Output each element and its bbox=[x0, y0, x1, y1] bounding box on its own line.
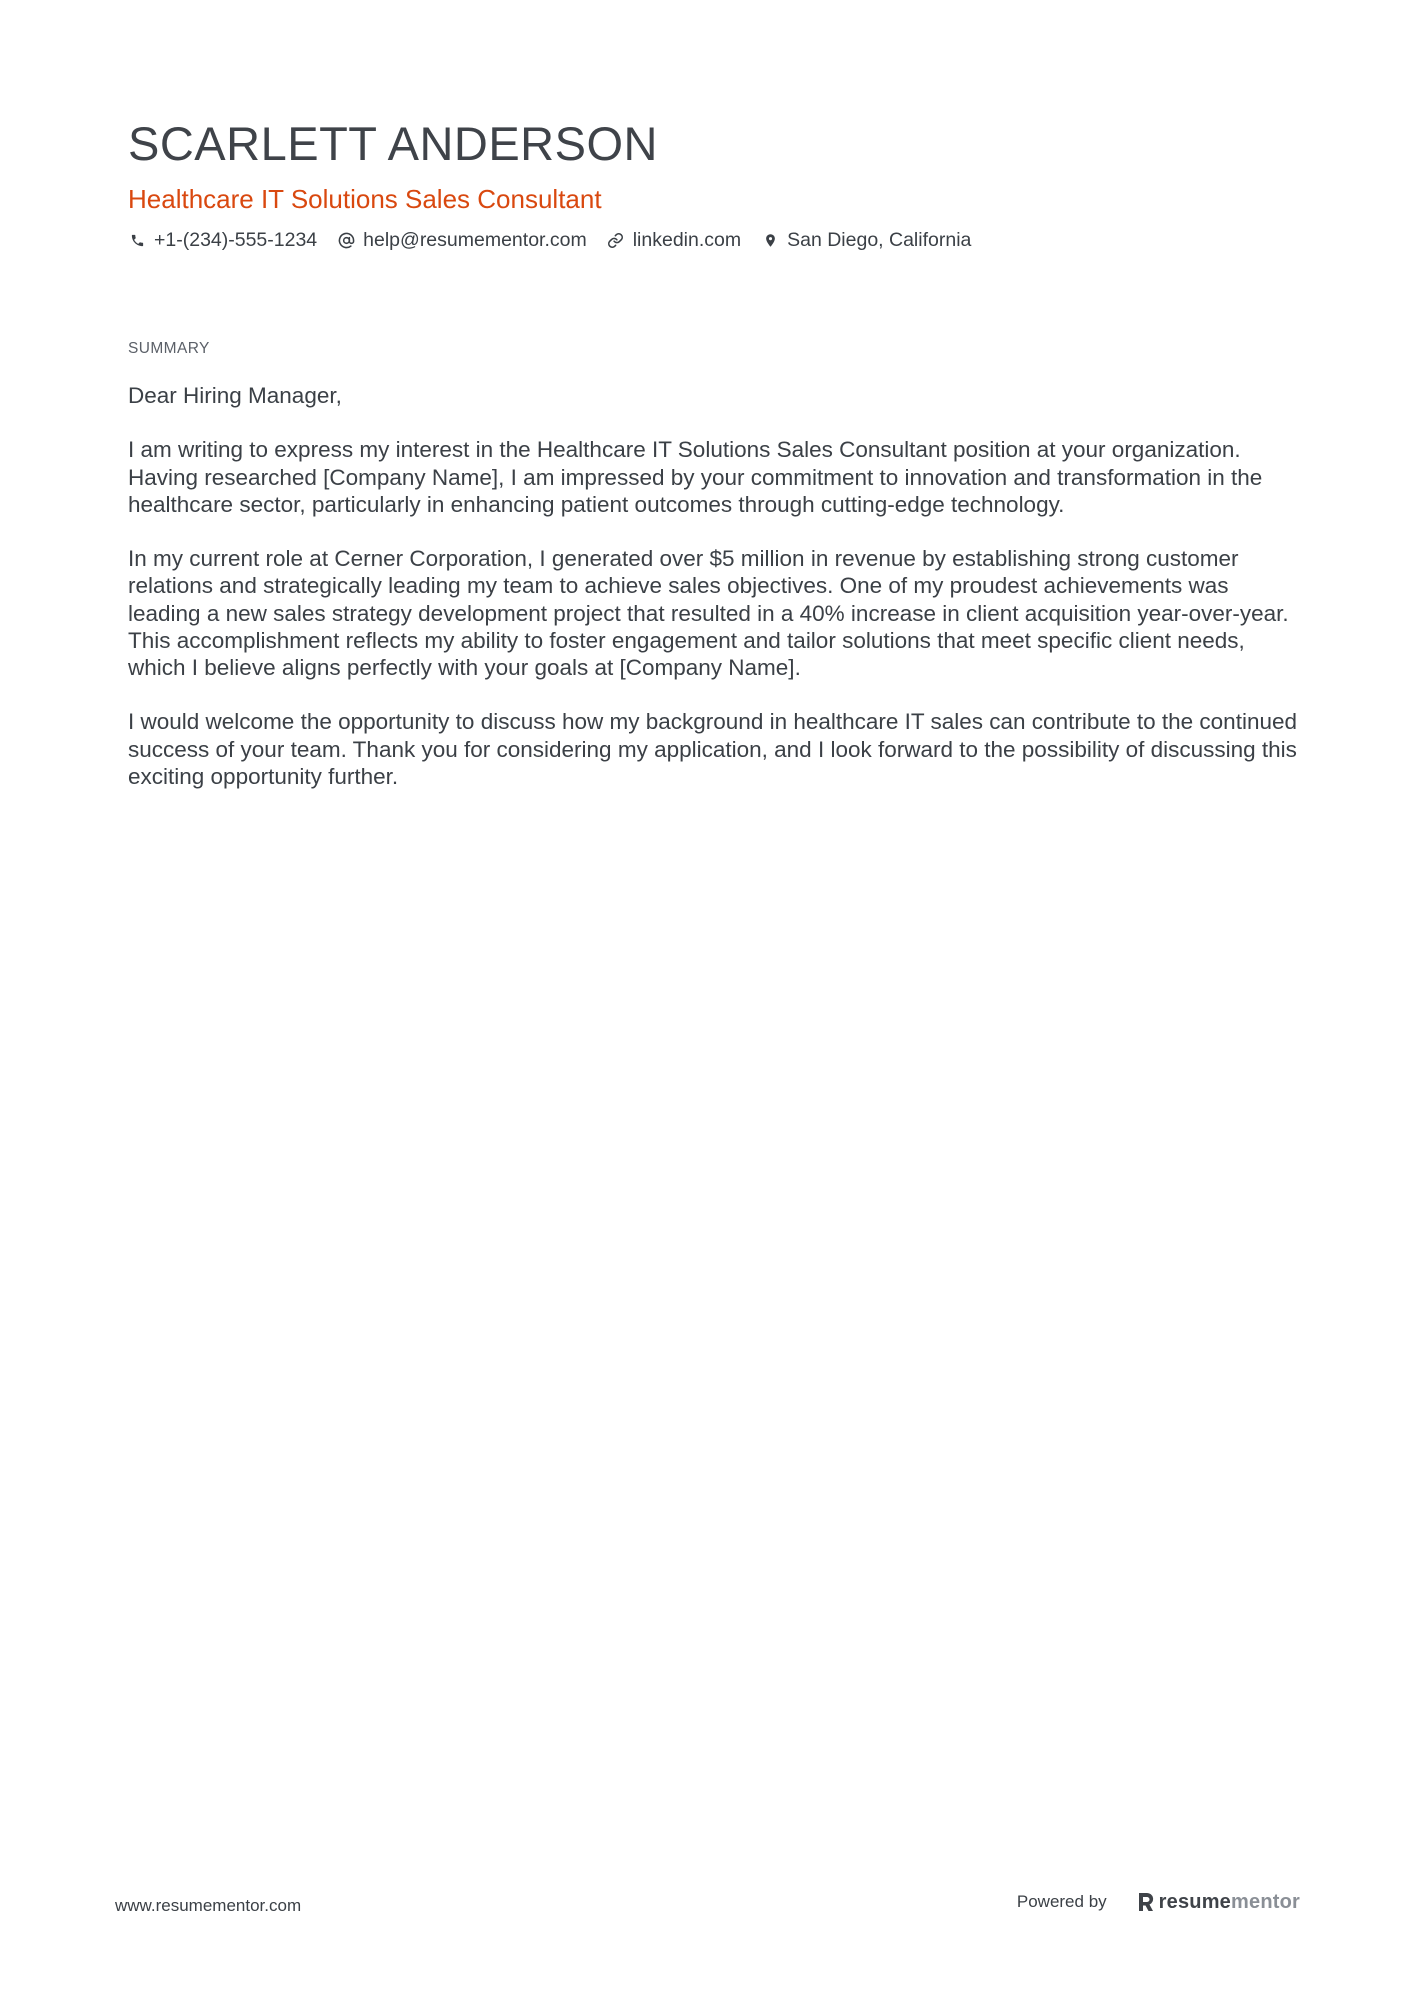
phone-icon bbox=[128, 231, 146, 249]
resumementor-logo-icon bbox=[1137, 1891, 1155, 1913]
paragraph-2: In my current role at Cerner Corporation, I generated over $5 million in revenue by establishing strong customer relations and strategically leading my team to achieve sales objectives. One of my proudest achievements was leading a new sales strategy development project that resulted in a 40% increase in client acquisition year-over-year. This accomplishment reflects my ability to foster engagement and tailor solutions that meet specific client needs, which I believe aligns perfectly with your goals at [Company Name]. bbox=[128, 546, 1289, 680]
powered-by-label: Powered by bbox=[1016, 1892, 1107, 1911]
at-sign-icon bbox=[337, 231, 355, 249]
summary-heading: SUMMARY bbox=[128, 340, 210, 357]
brand-wordmark-strong: resume bbox=[1158, 1891, 1232, 1913]
contact-location bbox=[761, 226, 971, 254]
contact-phone-text: +1-(234)-555-1234 bbox=[154, 229, 318, 251]
paragraph-1: I am writing to express my interest in the Healthcare IT Solutions Sales Consultant position at your organization. Having researched [Company Name], I am impressed by your commitment to innovation and transformation in the healthcare sector, particularly in enhancing patient outcomes through cutting-edge technology. bbox=[128, 437, 1263, 517]
contact-phone bbox=[128, 226, 317, 254]
paragraph-3: I would welcome the opportunity to discuss how my background in healthcare IT sales can contribute to the continued success of your team. Thank you for considering my application, and I look forward to the possibility of discussing this exciting opportunity further. bbox=[128, 709, 1298, 789]
footer-branding bbox=[1017, 1890, 1300, 1914]
letter-body bbox=[128, 382, 1298, 817]
salutation: Dear Hiring Manager, bbox=[128, 383, 342, 408]
footer-website[interactable]: www.resumementor.com bbox=[115, 1896, 302, 1915]
candidate-name: SCARLETT ANDERSON bbox=[128, 117, 658, 170]
brand-wordmark-light: mentor bbox=[1231, 1891, 1300, 1913]
contact-info bbox=[128, 226, 991, 254]
location-pin-icon bbox=[761, 231, 779, 249]
contact-email[interactable] bbox=[337, 226, 587, 254]
link-icon bbox=[607, 231, 625, 249]
brand-wordmark bbox=[1159, 1890, 1300, 1914]
job-title: Healthcare IT Solutions Sales Consultant bbox=[128, 184, 602, 214]
brand-logo[interactable] bbox=[1137, 1890, 1300, 1914]
contact-linkedin[interactable] bbox=[607, 226, 741, 254]
contact-location-text: San Diego, California bbox=[787, 229, 972, 251]
contact-linkedin-text[interactable]: linkedin.com bbox=[632, 229, 742, 251]
contact-email-text[interactable]: help@resumementor.com bbox=[363, 229, 587, 251]
